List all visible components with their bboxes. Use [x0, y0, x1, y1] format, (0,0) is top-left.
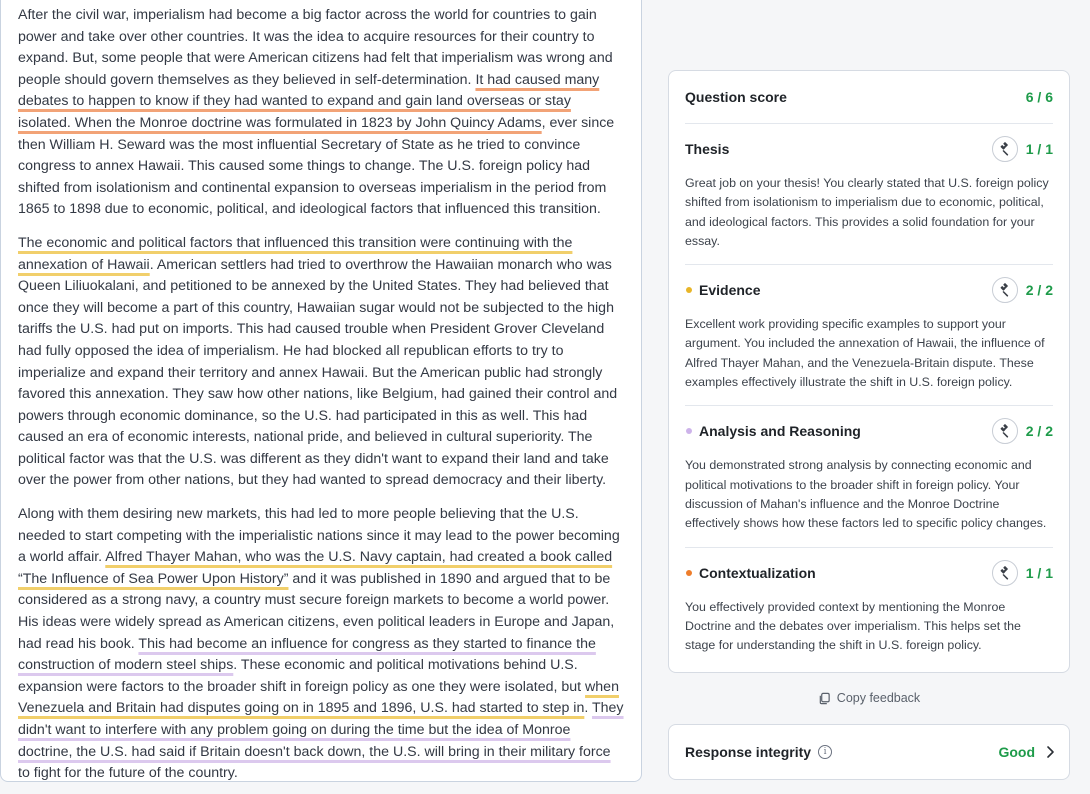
essay-text: . These economic and political motivations behind U.S. expansion were factors to the broader shift in foreign policy as one they were isolated, but	[18, 657, 586, 695]
rubric-section-analysis	[685, 406, 1053, 547]
essay-text: After the civil war, imperialism had become a big factor across the world for countries to gain power and take over other countries. It was the idea to acquire resources for their country to expand. But, some people that were American citizens had felt that imperialism was wrong and people should govern themselves as they believed in self-determination.	[18, 7, 613, 88]
essay-text: .	[584, 700, 592, 717]
gavel-icon[interactable]	[992, 418, 1018, 444]
essay-paragraph-2	[18, 233, 625, 492]
essay-text: , ever since then William H. Seward was the most influential Secretary of State as he tried to convince congress to annex Hawaii. This caused some things to change. The U.S. foreign policy had shifted from isolationism and continental expansion to overseas imperialism in the period from 1865 to 1898 due to economic, political, and ideological factors that influenced this transition.	[18, 114, 615, 218]
essay-text: and it was published in 1890 and argued that to be considered as a strong navy, a country must secure foreign markets to become a world power. His ideas were widely spread as American citizens, even political leaders in Europe and Japan, had read his book.	[18, 570, 615, 652]
essay-paragraph-3	[18, 504, 625, 782]
chevron-right-icon	[1045, 745, 1055, 759]
copy-icon	[818, 692, 831, 705]
question-score-total: 6 / 6	[1025, 89, 1053, 105]
essay-text: . American settlers had tried to overthrow the Hawaiian monarch who was Queen Liliuokalani, and petitioned to be annexed by the United States. They had believed that once they will become a part of this country, Hawaiian sugar would not be subjected to the high tariffs the U.S. had put on imports. This had caused trouble when President Grover Cleveland had fully opposed the idea of imperialism. He had blocked all republican efforts to try to imperialize and expand their territory and annex Hawaii. But the American public had strongly favored this annexation. They saw how other nations, like Belgium, had gained their control and powers through economic dominance, so the U.S. had participated in this as well. This had caused an era of economic interests, national pride, and believed in cultural superiority. The political factor was that the U.S. was different as they didn't want to expand their land and take over the power from other nations, but they had wanted to spread democracy and their liberty.	[18, 256, 618, 489]
highlight-yellow[interactable]: when Venezuela and Britain had disputes going on in 1895 and 1896, U.S. had started to step in	[18, 678, 619, 717]
gavel-icon[interactable]	[992, 136, 1018, 162]
essay-text: to fight for the future of the country.	[18, 765, 238, 782]
response-integrity-row[interactable]	[668, 724, 1070, 780]
rubric-score: 1 / 1	[1025, 141, 1053, 157]
rubric-score: 1 / 1	[1025, 564, 1053, 581]
rubric-feedback: Great job on your thesis! You clearly stated that U.S. foreign policy shifted from isolationism to imperialism due to economic, political, and ideological factors. This provides a solid foundation for your essay.	[685, 176, 1049, 248]
copy-feedback-label: Copy feedback	[836, 691, 921, 705]
rubric-score: 2 / 2	[1025, 282, 1053, 299]
gavel-icon[interactable]	[992, 560, 1018, 586]
info-icon[interactable]: i	[818, 745, 832, 759]
highlight-orange[interactable]: It had caused many debates to happen to know if they had wanted to expand and gain land overseas or stay isolated. When the Monroe doctrine was formulated in 1823 by John Quincy Adams	[18, 71, 600, 131]
rubric-section-thesis	[685, 124, 1053, 265]
rubric-section-evidence	[685, 265, 1053, 406]
highlight-yellow[interactable]: The economic and political factors that influenced this transition were continuing with the annexation of Hawaii	[18, 234, 573, 273]
rubric-title: Evidence	[699, 282, 761, 299]
contextualization-dot	[686, 570, 692, 576]
rubric-feedback: You effectively provided context by mentioning the Monroe Doctrine and the debates over imperialism. This helps set the stage for understanding the shift in U.S. foreign policy.	[685, 599, 1021, 653]
response-integrity-value: Good	[998, 744, 1035, 760]
response-integrity-label: Response integrity	[685, 744, 812, 760]
rubric-title: Analysis and Reasoning	[699, 423, 861, 440]
rubric-title: Contextualization	[699, 564, 816, 581]
essay-paragraph-1	[18, 5, 625, 221]
essay-text: Along with them desiring new markets, this had led to more people believing that the U.S. needed to start competing with the imperialistic nations since it may lead to the power becoming a world affair.	[18, 506, 620, 566]
rubric-score: 2 / 2	[1025, 423, 1053, 440]
analysis-dot	[686, 428, 692, 434]
gavel-icon[interactable]	[992, 277, 1018, 303]
rubric-feedback: Excellent work providing specific examples to support your argument. You included the annexation of Hawaii, the influence of Alfred Thayer Mahan, and the Venezuela-Britain dispute. These examples effectively illustrate the shift in U.S. foreign policy.	[685, 317, 1045, 390]
question-score-card	[668, 70, 1070, 673]
question-score-header	[685, 71, 1053, 124]
copy-feedback-button[interactable]	[668, 688, 1070, 708]
highlight-purple[interactable]: This had become an influence for congress as they started to finance the construction of modern steel ships	[18, 635, 596, 674]
question-score-label: Question score	[685, 89, 787, 105]
rubric-feedback: You demonstrated strong analysis by connecting economic and political motivations to the broader shift in foreign policy. Your discussion of Mahan's influence and the Monroe Doctrine effectively shows how these factors led to specific policy changes.	[685, 458, 1047, 531]
rubric-section-contextualization	[685, 548, 1053, 669]
highlight-yellow[interactable]: Alfred Thayer Mahan, who was the U.S. Navy captain, had created a book called “The Influence of Sea Power Upon History”	[18, 549, 613, 587]
highlight-purple[interactable]: They didn't want to interfere with any problem going on during the time but the idea of Monroe doctrine, the U.S. had said if Britain doesn't back down, the U.S. will bring in their military force	[18, 700, 624, 760]
evidence-dot	[686, 287, 692, 293]
rubric-title: Thesis	[685, 141, 730, 157]
